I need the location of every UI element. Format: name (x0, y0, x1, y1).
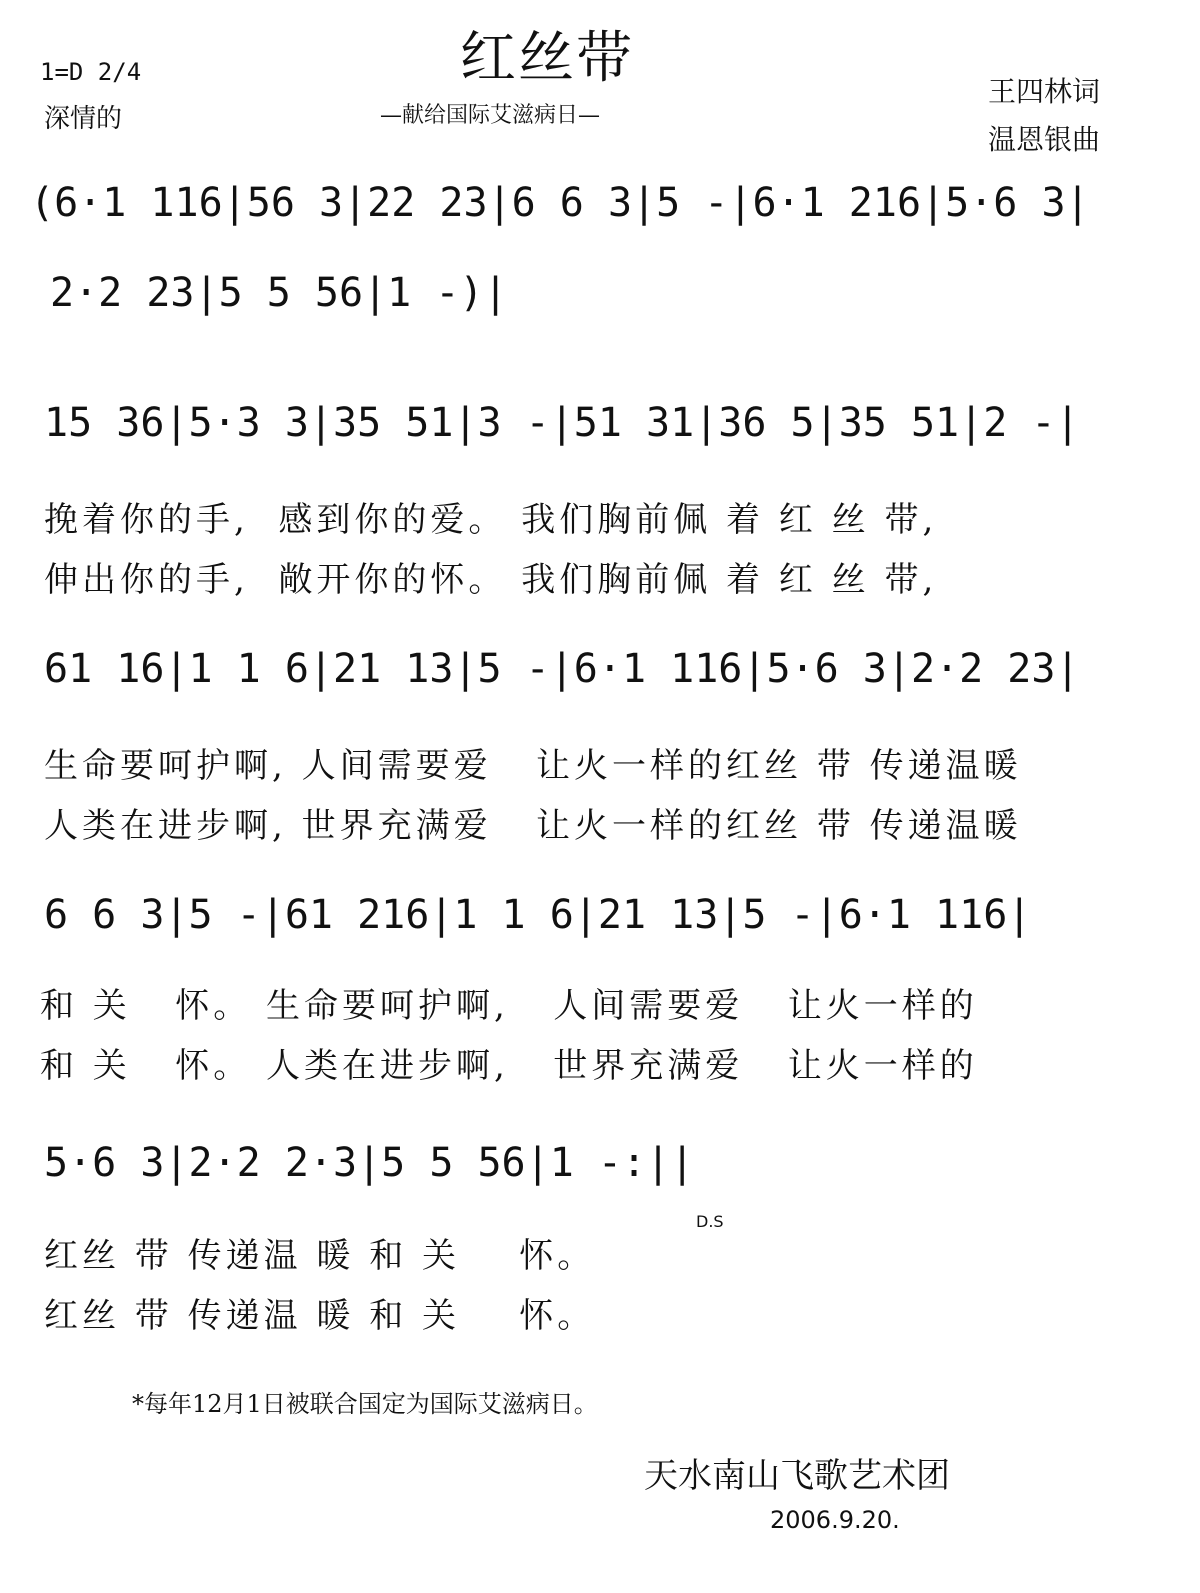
score-line-5: 6 6 3|5 -|61 216|1 1 6|21 13|5 -|6·1 116| (44, 892, 1032, 938)
score-line-3: 15 36|5·3 3|35 51|3 -|51 31|36 5|35 51|2 -| (44, 400, 1080, 446)
lyricist-credit: 王四林词 (988, 75, 1101, 108)
composer-credit: 温恩银曲 (988, 123, 1101, 156)
song-subtitle: —献给国际艾滋病日— (380, 103, 601, 128)
lyric-line-6-verse-2: 红丝 带 传递温 暖 和 关 怀。 (44, 1296, 596, 1336)
lyric-line-3-verse-1: 挽着你的手, 感到你的爱。 我们胸前佩 着 红 丝 带, (44, 500, 938, 540)
score-line-6: 5·6 3|2·2 2·3|5 5 56|1 -:|| (44, 1140, 695, 1186)
song-title: 红丝带 (460, 26, 634, 91)
organization-credit: 天水南山飞歌艺术团 (644, 1456, 950, 1496)
score-line-1: (6·1 116|56 3|22 23|6 6 3|5 -|6·1 216|5·6 3| (30, 180, 1090, 226)
lyric-line-3-verse-2: 伸出你的手, 敞开你的怀。 我们胸前佩 着 红 丝 带, (44, 560, 938, 600)
lyric-line-6-verse-1: 红丝 带 传递温 暖 和 关 怀。 (44, 1236, 596, 1276)
footnote: *每年12月1日被联合国定为国际艾滋病日。 (132, 1390, 598, 1418)
score-line-2: 2·2 23|5 5 56|1 -)| (50, 270, 508, 316)
score-line-4: 61 16|1 1 6|21 13|5 -|6·1 116|5·6 3|2·2 23| (44, 646, 1080, 692)
lyric-line-4-verse-1: 生命要呵护啊, 人间需要爱 让火一样的红丝 带 传递温暖 (44, 746, 1022, 786)
tempo-marking: 深情的 (44, 104, 123, 134)
date-stamp: 2006.9.20. (770, 1506, 900, 1534)
lyric-line-4-verse-2: 人类在进步啊, 世界充满爱 让火一样的红丝 带 传递温暖 (44, 806, 1022, 846)
lyric-line-5-verse-1: 和 关 怀。 生命要呵护啊, 人间需要爱 让火一样的 (40, 986, 978, 1026)
key-signature: 1=D 2/4 (40, 58, 142, 86)
lyric-line-5-verse-2: 和 关 怀。 人类在进步啊, 世界充满爱 让火一样的 (40, 1046, 978, 1086)
dal-segno-mark: D.S (696, 1212, 724, 1231)
